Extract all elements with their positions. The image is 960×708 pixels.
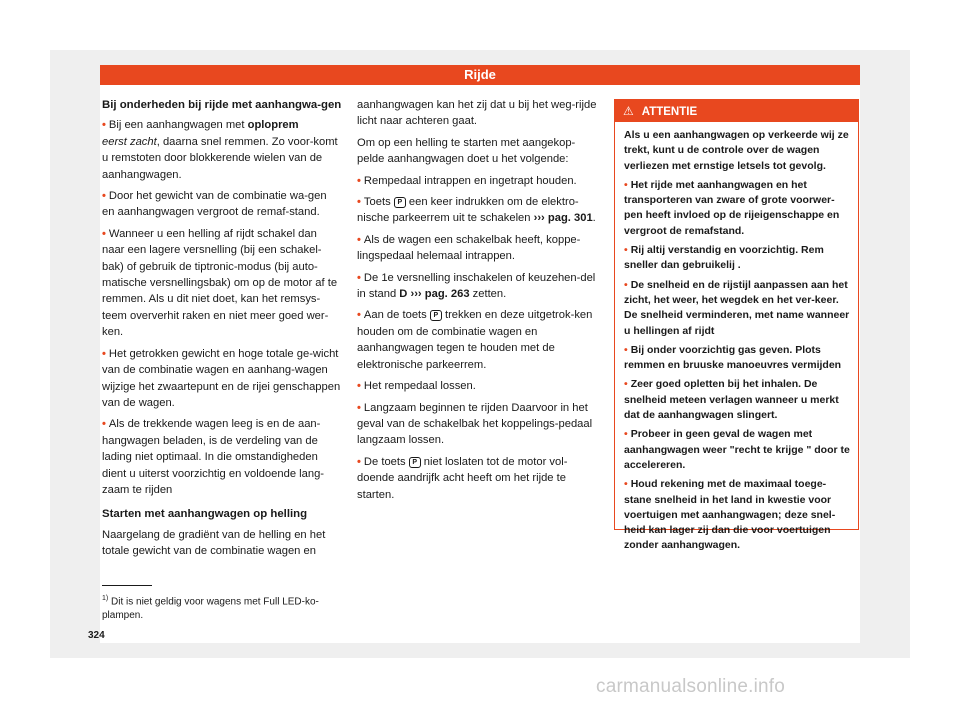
- bullet-icon: •: [624, 178, 628, 191]
- list-item: • De snelheid en de rijstijl aanpassen aan het zicht, het weer, het wegdek en het ver-keer. De snelheid verminderen, met name wanneer u hellingen af rijdt: [624, 278, 850, 337]
- paragraph: Naargelang de gradiënt van de helling en het totale gewicht van de combinatie wagen en: [102, 528, 326, 558]
- bullet-icon: •: [102, 418, 106, 431]
- warning-box: [614, 99, 859, 552]
- list-item: • Probeer in geen geval de wagen met aanhangwagen weer "recht te krijge " door te accelereren.: [624, 428, 850, 471]
- bullet-icon: •: [624, 478, 628, 491]
- list-item: • Het rempedaal lossen.: [357, 380, 476, 393]
- bullet-icon: •: [102, 227, 106, 240]
- list-item: • De toets P niet loslaten tot de motor vol-doende aandrijfk acht heeft om het rijde te starten.: [357, 455, 568, 501]
- list-item: • Het rijde met aanhangwagen en het transporteren van zware of grote voorwer-pen heeft invloed op de rijeigenschappe en vergroot de remafstand.: [624, 178, 840, 237]
- warning-header: ⚠ ATTENTIE: [615, 100, 858, 122]
- bullet-icon: •: [357, 401, 361, 414]
- list-item: • Wanneer u een helling af rijdt schakel dan naar een lagere versnelling (bij een schakel-bak) of gebruik de tiptronic-modus (bij auto-matische versnellingsbak) om op de motor af te remmen. Als u dit niet doet, kan het remsys-teem oververhit raken en niet meer goed wer-ken.: [102, 227, 338, 339]
- bullet-icon: •: [357, 174, 361, 187]
- list-item: • De 1e versnelling inschakelen of keuzehen-del in stand D ››› pag. 263 zetten.: [357, 271, 596, 301]
- list-item: • Houd rekening met de maximaal toege-stane snelheid in het land in kwestie voor voertuigen met aanhangwagen; deze snel-heid kan lager zij dan die voor voertuigen zonder aanhangwagen.: [624, 478, 836, 552]
- bullet-icon: •: [357, 233, 361, 246]
- column-middle: [357, 97, 600, 508]
- warning-body: [615, 122, 858, 554]
- list-item: • Het getrokken gewicht en hoge totale ge-wicht van de combinatie wagen en aanhang-wagen wijzige het zwaartepunt en de rijei genschappen van de wagen.: [102, 347, 341, 409]
- list-item: • Rempedaal intrappen en ingetrapt houden.: [357, 174, 577, 187]
- parking-brake-key-icon: P: [409, 457, 421, 468]
- list-item: • Toets P een keer indrukken om de elektro-nische parkeerrem uit te schakelen ››› pag. 301.: [357, 196, 596, 225]
- footnote-divider: [102, 585, 152, 586]
- parking-brake-key-icon: P: [394, 197, 406, 208]
- bullet-icon: •: [624, 244, 628, 257]
- page-reference-link[interactable]: ››› pag. 301: [533, 212, 593, 225]
- paragraph: aanhangwagen kan het zij dat u bij het weg-rijde licht naar achteren gaat.: [357, 99, 597, 128]
- list-item: • Aan de toets P trekken en deze uitgetrok-ken houden om de combinatie wagen en aanhangwagen tegen te houden met de elektronische parkeerrem.: [357, 309, 593, 371]
- bullet-icon: •: [624, 343, 628, 356]
- bullet-icon: •: [624, 428, 628, 441]
- warning-intro: Als u een aanhangwagen op verkeerde wij ze trekt, kunt u de controle over de wagen verliezen met ernstige letsels tot gevolg.: [624, 129, 849, 172]
- bullet-icon: •: [357, 455, 361, 468]
- page-number: 324: [88, 630, 105, 641]
- list-item: • Bij onder voorzichtig gas geven. Plots remmen en bruuske manoeuvres vermijden: [624, 343, 842, 372]
- bullet-icon: •: [357, 380, 361, 393]
- list-item: • Als de trekkende wagen leeg is en de aan-hangwagen beladen, is de verdeling van de lading niet optimaal. In die omstandigheden dient u uiterst voorzichtig en voldoende lang-zaam te rijden: [102, 418, 325, 496]
- list-item: • Langzaam beginnen te rijden Daarvoor in het geval van de schakelbak het koppelings-pedaal langzaam lossen.: [357, 401, 593, 447]
- list-item: • Bij een aanhangwagen met oploprem eerst zacht, daarna snel remmen. Zo voor-komt u remstoten door blokkerende wielen van de aanhangwagen.: [102, 119, 338, 181]
- warning-triangle-icon: ⚠: [623, 104, 634, 118]
- list-item: • Zeer goed opletten bij het inhalen. De snelheid meteen verlagen wanneer u merkt dat de aanhangwagen slingert.: [624, 378, 839, 422]
- bullet-icon: •: [357, 309, 361, 322]
- bullet-icon: •: [624, 378, 628, 391]
- bullet-icon: •: [102, 119, 106, 132]
- parking-brake-key-icon: P: [430, 310, 442, 321]
- list-item: • Door het gewicht van de combinatie wa-gen en aanhangwagen vergroot de remaf-stand.: [102, 190, 327, 219]
- subsection-heading: Starten met aanhangwagen op helling: [102, 508, 308, 521]
- bullet-icon: •: [102, 347, 106, 360]
- bullet-icon: •: [357, 271, 361, 284]
- column-left: [102, 97, 342, 565]
- section-heading: Bij onderheden bij rijde met aanhangwa-gen: [102, 99, 342, 111]
- watermark-text: carmanualsonline.info: [596, 676, 786, 697]
- chapter-header: Rijde: [100, 65, 860, 85]
- bullet-icon: •: [102, 190, 106, 203]
- list-item: • Als de wagen een schakelbak heeft, koppe-lingspedaal helemaal intrappen.: [357, 233, 581, 263]
- bullet-icon: •: [624, 278, 628, 291]
- paragraph: Om op een helling te starten met aangekop-pelde aanhangwagen doet u het volgende:: [357, 136, 576, 166]
- footnote: $^{1)}$ Dit is niet geldig voor wagens met Full LED-ko-plampen.: [102, 595, 319, 621]
- page-reference-link[interactable]: D ››› pag. 263: [399, 288, 470, 301]
- list-item: • Rij altij verstandig en voorzichtig. Rem sneller dan gebruikelij .: [624, 244, 824, 272]
- bullet-icon: •: [357, 196, 361, 209]
